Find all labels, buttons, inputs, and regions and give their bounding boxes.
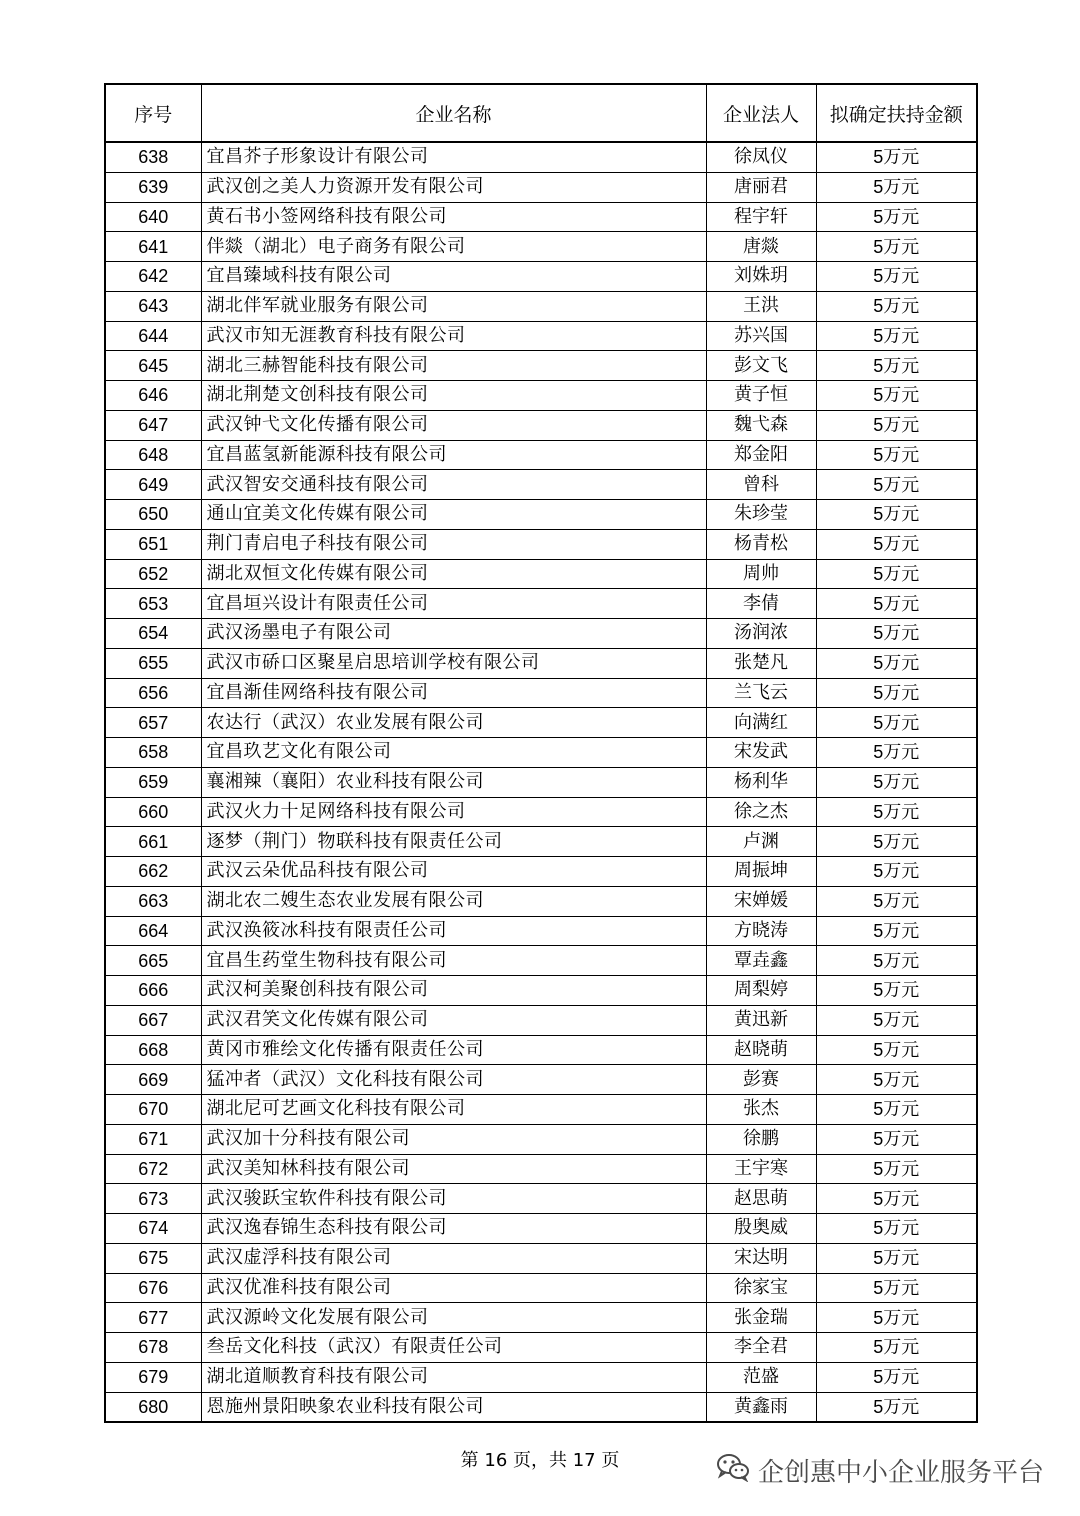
row-number: 644 — [105, 321, 201, 351]
row-number: 669 — [105, 1065, 201, 1095]
support-amount: 5万元 — [816, 559, 977, 589]
legal-person: 刘姝玥 — [706, 262, 816, 292]
company-name: 宜昌垣兴设计有限责任公司 — [201, 589, 706, 619]
company-name: 武汉钟弋文化传播有限公司 — [201, 410, 706, 440]
support-amount: 5万元 — [816, 648, 977, 678]
support-amount: 5万元 — [816, 1035, 977, 1065]
table-row — [105, 857, 977, 887]
company-name: 武汉虚浮科技有限公司 — [201, 1243, 706, 1273]
support-amount: 5万元 — [816, 976, 977, 1006]
table-row — [105, 648, 977, 678]
row-number: 656 — [105, 678, 201, 708]
row-number: 677 — [105, 1303, 201, 1333]
support-amount: 5万元 — [816, 291, 977, 321]
company-name: 恩施州景阳映象农业科技有限公司 — [201, 1392, 706, 1422]
company-name: 宜昌蓝氢新能源科技有限公司 — [201, 440, 706, 470]
table-row — [105, 1005, 977, 1035]
legal-person: 殷奥威 — [706, 1214, 816, 1244]
legal-person: 徐鹏 — [706, 1124, 816, 1154]
table-row — [105, 559, 977, 589]
row-number: 680 — [105, 1392, 201, 1422]
row-number: 646 — [105, 381, 201, 411]
row-number: 649 — [105, 470, 201, 500]
legal-person: 朱珍莹 — [706, 500, 816, 530]
table-row — [105, 291, 977, 321]
support-amount: 5万元 — [816, 142, 977, 172]
company-name: 黄冈市雅绘文化传播有限责任公司 — [201, 1035, 706, 1065]
company-name: 武汉柯美聚创科技有限公司 — [201, 976, 706, 1006]
row-number: 643 — [105, 291, 201, 321]
table-row — [105, 886, 977, 916]
row-number: 665 — [105, 946, 201, 976]
row-number: 647 — [105, 410, 201, 440]
support-amount: 5万元 — [816, 1333, 977, 1363]
row-number: 673 — [105, 1184, 201, 1214]
support-amount: 5万元 — [816, 946, 977, 976]
row-number: 658 — [105, 738, 201, 768]
legal-person: 王宇寒 — [706, 1154, 816, 1184]
company-name: 武汉加十分科技有限公司 — [201, 1124, 706, 1154]
legal-person: 唐燚 — [706, 232, 816, 262]
legal-person: 赵晓萌 — [706, 1035, 816, 1065]
support-amount: 5万元 — [816, 172, 977, 202]
company-name: 逐梦（荆门）物联科技有限责任公司 — [201, 827, 706, 857]
row-number: 668 — [105, 1035, 201, 1065]
legal-person: 向满红 — [706, 708, 816, 738]
table-row — [105, 1214, 977, 1244]
legal-person: 宋达明 — [706, 1243, 816, 1273]
company-name: 猛冲者（武汉）文化科技有限公司 — [201, 1065, 706, 1095]
table-row — [105, 172, 977, 202]
legal-person: 王洪 — [706, 291, 816, 321]
legal-person: 赵思萌 — [706, 1184, 816, 1214]
legal-person: 张金瑞 — [706, 1303, 816, 1333]
support-amount: 5万元 — [816, 1392, 977, 1422]
row-number: 639 — [105, 172, 201, 202]
legal-person: 黄子恒 — [706, 381, 816, 411]
support-amount: 5万元 — [816, 262, 977, 292]
legal-person: 宋婵媛 — [706, 886, 816, 916]
support-amount: 5万元 — [816, 678, 977, 708]
funding-table — [104, 83, 978, 1423]
support-amount: 5万元 — [816, 797, 977, 827]
legal-person: 覃垚鑫 — [706, 946, 816, 976]
support-amount: 5万元 — [816, 321, 977, 351]
legal-person: 周帅 — [706, 559, 816, 589]
support-amount: 5万元 — [816, 1095, 977, 1125]
company-name: 通山宜美文化传媒有限公司 — [201, 500, 706, 530]
legal-person: 宋发武 — [706, 738, 816, 768]
support-amount: 5万元 — [816, 1124, 977, 1154]
legal-person: 徐家宝 — [706, 1273, 816, 1303]
table-row — [105, 1303, 977, 1333]
support-amount: 5万元 — [816, 767, 977, 797]
legal-person: 曾科 — [706, 470, 816, 500]
company-name: 襄湘辣（襄阳）农业科技有限公司 — [201, 767, 706, 797]
support-amount: 5万元 — [816, 886, 977, 916]
table-row — [105, 767, 977, 797]
row-number: 679 — [105, 1362, 201, 1392]
row-number: 675 — [105, 1243, 201, 1273]
row-number: 640 — [105, 202, 201, 232]
row-number: 664 — [105, 916, 201, 946]
table-row — [105, 470, 977, 500]
company-name: 湖北双恒文化传媒有限公司 — [201, 559, 706, 589]
support-amount: 5万元 — [816, 410, 977, 440]
row-number: 660 — [105, 797, 201, 827]
company-name: 武汉创之美人力资源开发有限公司 — [201, 172, 706, 202]
row-number: 642 — [105, 262, 201, 292]
company-name: 湖北伴军就业服务有限公司 — [201, 291, 706, 321]
company-name: 武汉市硚口区聚星启思培训学校有限公司 — [201, 648, 706, 678]
support-amount: 5万元 — [816, 1303, 977, 1333]
row-number: 671 — [105, 1124, 201, 1154]
company-name: 叁岳文化科技（武汉）有限责任公司 — [201, 1333, 706, 1363]
support-amount: 5万元 — [816, 1184, 977, 1214]
row-number: 666 — [105, 976, 201, 1006]
table-row — [105, 1184, 977, 1214]
legal-person: 黄鑫雨 — [706, 1392, 816, 1422]
legal-person: 徐之杰 — [706, 797, 816, 827]
legal-person: 杨利华 — [706, 767, 816, 797]
table-row — [105, 678, 977, 708]
legal-person: 程宇轩 — [706, 202, 816, 232]
row-number: 659 — [105, 767, 201, 797]
company-name: 宜昌渐佳网络科技有限公司 — [201, 678, 706, 708]
legal-person: 周梨婷 — [706, 976, 816, 1006]
company-name: 伴燚（湖北）电子商务有限公司 — [201, 232, 706, 262]
support-amount: 5万元 — [816, 202, 977, 232]
legal-person: 杨青松 — [706, 529, 816, 559]
table-header-row — [105, 84, 977, 142]
table-row — [105, 738, 977, 768]
header-no: 序号 — [105, 84, 201, 142]
row-number: 661 — [105, 827, 201, 857]
table-row — [105, 619, 977, 649]
support-amount: 5万元 — [816, 1362, 977, 1392]
support-amount: 5万元 — [816, 232, 977, 262]
legal-person: 张杰 — [706, 1095, 816, 1125]
company-name: 武汉涣筱冰科技有限责任公司 — [201, 916, 706, 946]
table-row — [105, 1273, 977, 1303]
row-number: 645 — [105, 351, 201, 381]
support-amount: 5万元 — [816, 351, 977, 381]
support-amount: 5万元 — [816, 381, 977, 411]
support-amount: 5万元 — [816, 1243, 977, 1273]
row-number: 650 — [105, 500, 201, 530]
legal-person: 范盛 — [706, 1362, 816, 1392]
legal-person: 唐丽君 — [706, 172, 816, 202]
table-row — [105, 946, 977, 976]
row-number: 672 — [105, 1154, 201, 1184]
legal-person: 徐凤仪 — [706, 142, 816, 172]
legal-person: 彭赛 — [706, 1065, 816, 1095]
support-amount: 5万元 — [816, 738, 977, 768]
table-row — [105, 142, 977, 172]
company-name: 武汉优准科技有限公司 — [201, 1273, 706, 1303]
table-row — [105, 440, 977, 470]
company-name: 湖北荆楚文创科技有限公司 — [201, 381, 706, 411]
support-amount: 5万元 — [816, 440, 977, 470]
table-row — [105, 916, 977, 946]
wechat-icon — [716, 1452, 750, 1489]
company-name: 宜昌玖艺文化有限公司 — [201, 738, 706, 768]
row-number: 676 — [105, 1273, 201, 1303]
table-row — [105, 1095, 977, 1125]
row-number: 654 — [105, 619, 201, 649]
row-number: 648 — [105, 440, 201, 470]
support-amount: 5万元 — [816, 470, 977, 500]
company-name: 宜昌臻域科技有限公司 — [201, 262, 706, 292]
legal-person: 彭文飞 — [706, 351, 816, 381]
row-number: 657 — [105, 708, 201, 738]
table-row — [105, 1035, 977, 1065]
table-row — [105, 351, 977, 381]
company-name: 湖北尼可艺画文化科技有限公司 — [201, 1095, 706, 1125]
company-name: 宜昌生药堂生物科技有限公司 — [201, 946, 706, 976]
table-row — [105, 321, 977, 351]
company-name: 荆门青启电子科技有限公司 — [201, 529, 706, 559]
row-number: 667 — [105, 1005, 201, 1035]
table-row — [105, 410, 977, 440]
support-amount: 5万元 — [816, 619, 977, 649]
legal-person: 方晓涛 — [706, 916, 816, 946]
company-name: 武汉骏跃宝软件科技有限公司 — [201, 1184, 706, 1214]
support-amount: 5万元 — [816, 916, 977, 946]
table-row — [105, 202, 977, 232]
legal-person: 李全君 — [706, 1333, 816, 1363]
support-amount: 5万元 — [816, 529, 977, 559]
table-row — [105, 589, 977, 619]
company-name: 武汉火力十足网络科技有限公司 — [201, 797, 706, 827]
table-row — [105, 708, 977, 738]
support-amount: 5万元 — [816, 1273, 977, 1303]
support-amount: 5万元 — [816, 827, 977, 857]
company-name: 武汉君笑文化传媒有限公司 — [201, 1005, 706, 1035]
row-number: 638 — [105, 142, 201, 172]
legal-person: 兰飞云 — [706, 678, 816, 708]
header-amount: 拟确定扶持金额 — [816, 84, 977, 142]
company-name: 湖北道顺教育科技有限公司 — [201, 1362, 706, 1392]
support-amount: 5万元 — [816, 708, 977, 738]
table-row — [105, 1333, 977, 1363]
legal-person: 苏兴国 — [706, 321, 816, 351]
support-amount: 5万元 — [816, 857, 977, 887]
legal-person: 魏弋森 — [706, 410, 816, 440]
legal-person: 郑金阳 — [706, 440, 816, 470]
support-amount: 5万元 — [816, 1065, 977, 1095]
row-number: 670 — [105, 1095, 201, 1125]
table-row — [105, 232, 977, 262]
legal-person: 周振坤 — [706, 857, 816, 887]
table-row — [105, 262, 977, 292]
table-row — [105, 1065, 977, 1095]
legal-person: 李倩 — [706, 589, 816, 619]
support-amount: 5万元 — [816, 589, 977, 619]
header-company-name: 企业名称 — [201, 84, 706, 142]
company-name: 武汉逸春锦生态科技有限公司 — [201, 1214, 706, 1244]
support-amount: 5万元 — [816, 500, 977, 530]
support-amount: 5万元 — [816, 1154, 977, 1184]
table-row — [105, 1243, 977, 1273]
table-row — [105, 500, 977, 530]
company-name: 武汉美知林科技有限公司 — [201, 1154, 706, 1184]
row-number: 674 — [105, 1214, 201, 1244]
table-row — [105, 976, 977, 1006]
company-name: 武汉云朵优品科技有限公司 — [201, 857, 706, 887]
company-name: 湖北三赫智能科技有限公司 — [201, 351, 706, 381]
table-row — [105, 797, 977, 827]
legal-person: 黄迅新 — [706, 1005, 816, 1035]
company-name: 武汉汤墨电子有限公司 — [201, 619, 706, 649]
legal-person: 汤润浓 — [706, 619, 816, 649]
row-number: 662 — [105, 857, 201, 887]
page-number: 第 16 页，共 17 页 — [460, 1450, 620, 1471]
company-name: 武汉源岭文化发展有限公司 — [201, 1303, 706, 1333]
row-number: 655 — [105, 648, 201, 678]
table-row — [105, 529, 977, 559]
company-name: 农达行（武汉）农业发展有限公司 — [201, 708, 706, 738]
support-amount: 5万元 — [816, 1005, 977, 1035]
legal-person: 张楚凡 — [706, 648, 816, 678]
table-row — [105, 827, 977, 857]
watermark — [716, 1452, 1044, 1489]
table-row — [105, 381, 977, 411]
table-row — [105, 1362, 977, 1392]
row-number: 653 — [105, 589, 201, 619]
table-row — [105, 1124, 977, 1154]
company-name: 黄石书小签网络科技有限公司 — [201, 202, 706, 232]
support-amount: 5万元 — [816, 1214, 977, 1244]
company-name: 湖北农二嫂生态农业发展有限公司 — [201, 886, 706, 916]
row-number: 663 — [105, 886, 201, 916]
row-number: 641 — [105, 232, 201, 262]
company-name: 宜昌芥子形象设计有限公司 — [201, 142, 706, 172]
header-legal-person: 企业法人 — [706, 84, 816, 142]
legal-person: 卢渊 — [706, 827, 816, 857]
watermark-text: 企创惠中小企业服务平台 — [757, 1458, 1044, 1488]
row-number: 652 — [105, 559, 201, 589]
company-name: 武汉市知无涯教育科技有限公司 — [201, 321, 706, 351]
row-number: 651 — [105, 529, 201, 559]
table-row — [105, 1154, 977, 1184]
company-name: 武汉智安交通科技有限公司 — [201, 470, 706, 500]
table-row — [105, 1392, 977, 1422]
row-number: 678 — [105, 1333, 201, 1363]
